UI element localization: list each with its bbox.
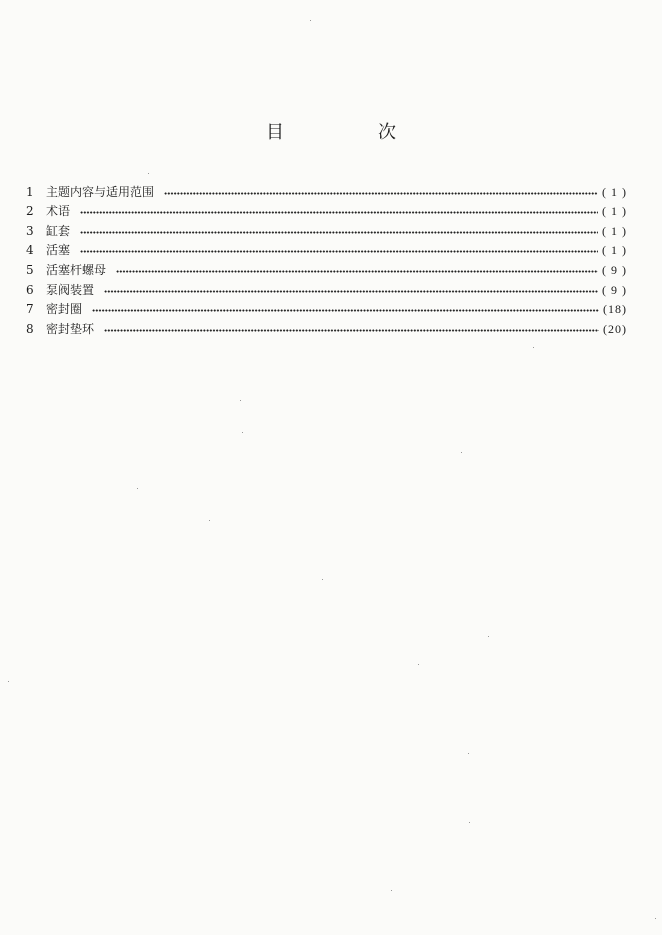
toc-entry-title: 活塞 [46, 243, 71, 258]
dot-leader [164, 191, 598, 196]
toc-entry-number: 5 [26, 262, 34, 277]
toc-entry-number: 8 [26, 321, 34, 336]
scan-speck [242, 432, 243, 433]
dot-leader [80, 230, 598, 235]
scan-speck [469, 822, 470, 823]
toc-entry[interactable] [22, 238, 627, 258]
scan-speck [391, 890, 392, 891]
toc-entry-page: ( 1 ) [602, 243, 627, 258]
scan-speck [148, 173, 149, 174]
scan-speck [137, 488, 138, 489]
toc-entry-page: (20) [603, 321, 627, 336]
dot-leader [80, 210, 598, 215]
scan-speck [310, 20, 311, 21]
toc-entry[interactable] [22, 218, 627, 238]
toc-entry-title: 泵阀装置 [46, 282, 95, 297]
toc-entry-title: 密封垫环 [46, 321, 95, 336]
toc-entry[interactable] [22, 179, 627, 199]
toc-entry-number: 7 [26, 302, 34, 317]
scan-speck [8, 681, 9, 682]
toc-entry-page: ( 1 ) [602, 184, 627, 199]
toc-entry-number: 3 [26, 223, 34, 238]
scan-speck [488, 636, 489, 637]
toc-entry-title: 缸套 [46, 223, 71, 238]
dot-leader [80, 249, 598, 254]
toc-entry[interactable] [22, 257, 627, 277]
toc-entry-page: ( 9 ) [602, 262, 627, 277]
dot-leader [116, 269, 598, 274]
scan-speck [533, 347, 534, 348]
toc-entry-number: 4 [26, 243, 34, 258]
toc-entry-title: 密封圈 [46, 302, 83, 317]
toc-entry-number: 1 [26, 184, 34, 199]
toc-entry[interactable] [22, 277, 627, 297]
toc-entry-page: ( 1 ) [602, 223, 627, 238]
dot-leader [92, 308, 599, 313]
toc-entry[interactable] [22, 199, 627, 219]
toc-entry[interactable] [22, 297, 627, 317]
scan-speck [240, 400, 241, 401]
toc-entry-number: 2 [26, 204, 34, 219]
toc-entry-title: 术语 [46, 204, 71, 219]
scan-speck [322, 579, 323, 580]
page-title: 目 次 [266, 122, 434, 143]
scan-speck [461, 452, 462, 453]
toc-entry-page: ( 9 ) [602, 282, 627, 297]
scan-speck [418, 664, 419, 665]
toc-entry-title: 主题内容与适用范围 [46, 184, 155, 199]
table-of-contents [22, 179, 627, 336]
dot-leader [104, 289, 598, 294]
toc-entry-title: 活塞杆螺母 [46, 262, 107, 277]
toc-entry-page: (18) [603, 302, 627, 317]
scan-speck [468, 753, 469, 754]
scan-speck [655, 918, 656, 919]
toc-entry-number: 6 [26, 282, 34, 297]
toc-entry[interactable] [22, 316, 627, 336]
dot-leader [104, 328, 599, 333]
scan-speck [209, 520, 210, 521]
toc-entry-page: ( 1 ) [602, 204, 627, 219]
